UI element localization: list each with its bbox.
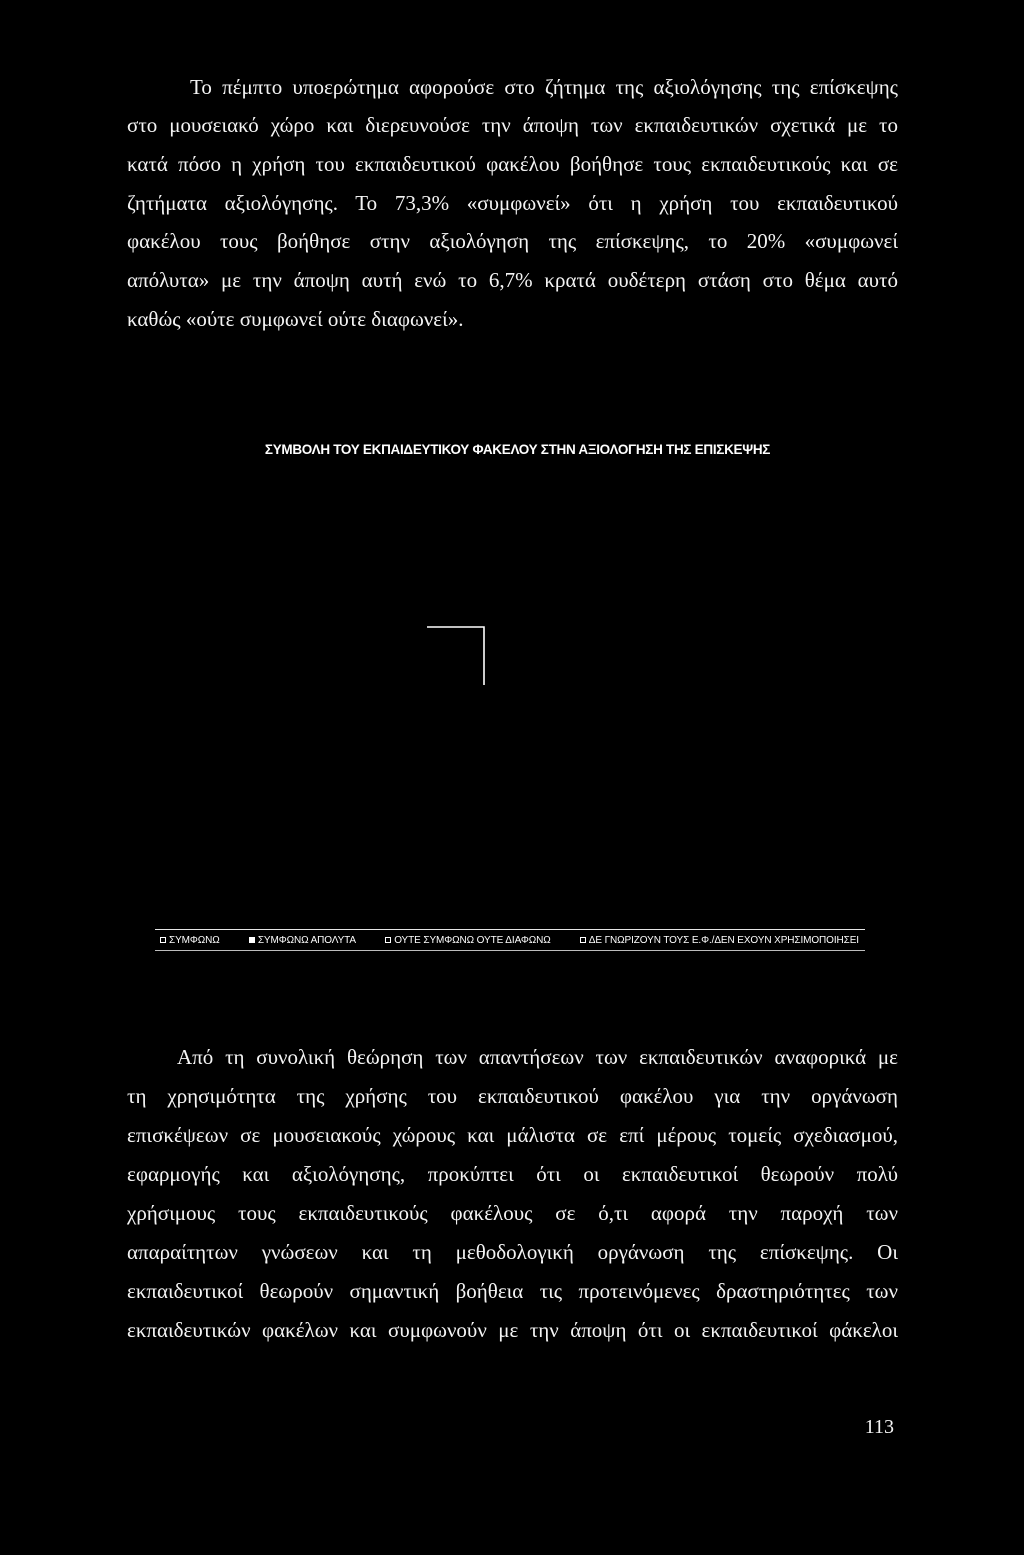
legend-item — [160, 935, 220, 946]
paragraph-line — [127, 222, 898, 261]
paragraph-line — [127, 1038, 898, 1077]
chart-legend — [155, 929, 865, 951]
paragraph-line-text: χρήσιμους τους εκπαιδευτικούς φακέλους σε ό,τι αφορά την παροχή των — [127, 1200, 898, 1225]
paragraph-1 — [127, 68, 898, 339]
legend-label: ΟΥΤΕ ΣΥΜΦΩΝΩ ΟΥΤΕ ΔΙΑΦΩΝΩ — [394, 934, 551, 946]
paragraph-line — [127, 1155, 898, 1194]
paragraph-line-text: επισκέψεων σε μουσειακούς χώρους και μάλιστα σε επί μέρους τομείς σχεδιασμού, — [127, 1122, 898, 1147]
chart-title: ΣΥΜΒΟΛΗ ΤΟΥ ΕΚΠΑΙΔΕΥΤΙΚΟΥ ΦΑΚΕΛΟΥ ΣΤΗΝ ΑΞΙΟΛΟΓΗΣΗ ΤΗΣ ΕΠΙΣΚΕΨΗΣ — [264, 442, 771, 457]
paragraph-line — [127, 184, 898, 223]
paragraph-line-text: εκπαιδευτικών φακέλων και συμφωνούν με την άποψη ότι οι εκπαιδευτικοί φάκελοι — [127, 1318, 898, 1343]
legend-label: ΣΥΜΦΩΝΩ ΑΠΟΛΥΤΑ — [257, 934, 357, 946]
legend-swatch — [385, 937, 391, 943]
paragraph-line-text: Από τη συνολική θεώρηση των απαντήσεων των εκπαιδευτικών αναφορικά με — [177, 1044, 898, 1069]
legend-swatch — [249, 937, 255, 943]
legend-item — [249, 935, 356, 946]
page-number: 113 — [864, 1416, 894, 1438]
paragraph-line-text: ζητήματα αξιολόγησης. Το 73,3% «συμφωνεί» ότι η χρήση του εκπαιδευτικού — [127, 190, 898, 215]
legend-swatch — [160, 937, 166, 943]
paragraph-line-text: καθώς «ούτε συμφωνεί ούτε διαφωνεί». — [127, 306, 464, 331]
paragraph-line — [127, 106, 898, 145]
paragraph-line-text: φακέλου τους βοήθησε στην αξιολόγηση της επίσκεψης, το 20% «συμφωνεί — [127, 229, 898, 254]
paragraph-line — [127, 68, 898, 107]
paragraph-line — [127, 1311, 898, 1350]
paragraph-line-text: εφαρμογής και αξιολόγησης, προκύπτει ότι οι εκπαιδευτικοί θεωρούν πολύ — [127, 1161, 898, 1186]
paragraph-line-text: στο μουσειακό χώρο και διερευνούσε την άποψη των εκπαιδευτικών σχετικά με το — [127, 113, 898, 138]
legend-item — [580, 935, 859, 946]
legend-swatch — [580, 937, 586, 943]
paragraph-line — [127, 1233, 898, 1272]
legend-item — [385, 935, 550, 946]
paragraph-2 — [127, 1038, 898, 1351]
chart-plot-area — [420, 620, 492, 692]
paragraph-line — [127, 1194, 898, 1233]
paragraph-line-text: κατά πόσο η χρήση του εκπαιδευτικού φακέλου βοήθησε τους εκπαιδευτικούς και σε — [127, 151, 898, 176]
paragraph-line-text: Το πέμπτο υποερώτημα αφορούσε στο ζήτημα της αξιολόγησης της επίσκεψης — [190, 74, 898, 99]
chart-line-fragment — [427, 627, 484, 685]
paragraph-line-text: εκπαιδευτικοί θεωρούν σημαντική βοήθεια τις προτεινόμενες δραστηριότητες των — [127, 1279, 898, 1304]
paragraph-line-text: απόλυτα» με την άποψη αυτή ενώ το 6,7% κρατά ουδέτερη στάση στο θέμα αυτό — [127, 268, 898, 293]
paragraph-line-text: απαραίτητων γνώσεων και τη μεθοδολογική οργάνωση της επίσκεψης. Οι — [127, 1239, 898, 1264]
paragraph-line — [127, 1116, 898, 1155]
paragraph-line-text: τη χρησιμότητα της χρήσης του εκπαιδευτικού φακέλου για την οργάνωση — [127, 1083, 898, 1108]
paragraph-line — [127, 1077, 898, 1116]
paragraph-line — [127, 1272, 898, 1311]
legend-label: ΣΥΜΦΩΝΩ — [169, 934, 220, 946]
paragraph-line — [127, 300, 898, 339]
paragraph-line — [127, 145, 898, 184]
paragraph-line — [127, 261, 898, 300]
legend-label: ΔΕ ΓΝΩΡΙΖΟΥΝ ΤΟΥΣ Ε.Φ./ΔΕΝ ΕΧΟΥΝ ΧΡΗΣΙΜΟΠΟΙΗΣΕΙ — [588, 934, 859, 946]
